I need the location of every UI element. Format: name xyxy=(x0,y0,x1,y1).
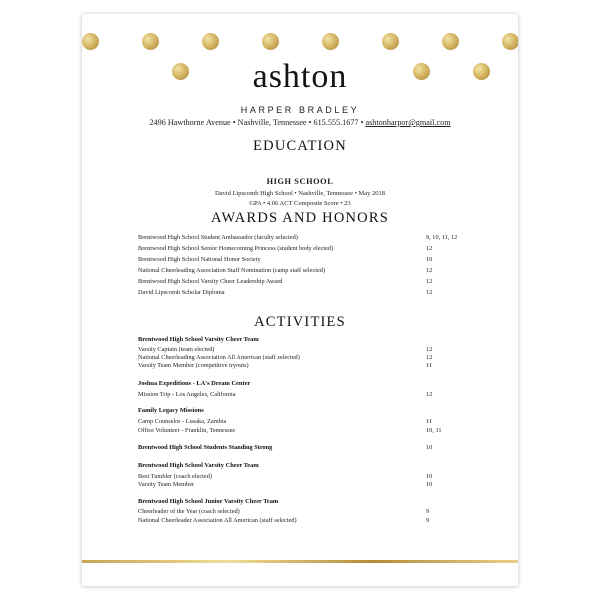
activity-row xyxy=(138,427,468,437)
activity-row xyxy=(138,444,468,454)
activity-grades: 9 xyxy=(426,508,430,515)
activity-grades: 10 xyxy=(426,473,433,480)
award-row xyxy=(138,289,468,299)
award-grades: 12 xyxy=(426,267,433,274)
award-row xyxy=(138,245,468,255)
activity-group-title: Joshua Expeditions - LA's Dream Center xyxy=(138,380,251,387)
activity-grades: 9 xyxy=(426,517,430,524)
activity-row xyxy=(138,481,468,491)
activity-grades: 12 xyxy=(426,391,433,398)
activity-grades: 10 xyxy=(426,444,433,451)
award-row xyxy=(138,234,468,244)
gold-dot xyxy=(262,33,279,50)
activity-group-title: Brentwood High School Students Standing Strong xyxy=(138,444,273,451)
education-title: EDUCATION xyxy=(253,138,347,154)
gold-dot xyxy=(502,33,518,50)
activity-grades: 10 xyxy=(426,481,433,488)
activity-group-title: Brentwood High School Varsity Cheer Team xyxy=(138,336,259,343)
education-subtitle: HIGH SCHOOL xyxy=(266,177,334,186)
activity-grades: 12 xyxy=(426,354,433,361)
activity-text: Office Volunteer - Franklin, Tennessee xyxy=(138,427,236,434)
activity-text: Varsity Team Member xyxy=(138,481,195,488)
activity-grades: 12 xyxy=(426,346,433,353)
activity-text: Best Tumbler (coach elected) xyxy=(138,473,212,480)
award-row xyxy=(138,256,468,266)
sub-name: HARPER BRADLEY xyxy=(240,105,360,115)
award-grades: 12 xyxy=(426,278,433,285)
separator: • xyxy=(308,118,312,127)
award-grades: 12 xyxy=(426,245,433,252)
activity-text: Camp Counselor - Lusaka, Zambia xyxy=(138,418,227,425)
gold-dot xyxy=(142,33,159,50)
separator: • xyxy=(360,118,364,127)
activity-row xyxy=(138,391,468,401)
award-grades: 10 xyxy=(426,256,433,263)
activity-text: Varsity Captain (team elected) xyxy=(138,346,215,353)
award-text: Brentwood High School National Honor Society xyxy=(138,256,261,263)
first-name: ashton xyxy=(252,58,348,95)
award-row xyxy=(138,267,468,277)
activity-row xyxy=(138,362,468,372)
award-text: National Cheerleading Association Staff Nomination (camp staff selected) xyxy=(138,267,326,274)
contact-line xyxy=(82,118,518,127)
activity-text: National Cheerleader Association All American (staff selected) xyxy=(138,517,297,524)
education-stats-line: GPA • 4.06 ACT Composite Score • 23 xyxy=(249,200,351,207)
award-row xyxy=(138,278,468,288)
activities-title: ACTIVITIES xyxy=(254,314,346,330)
gold-dot xyxy=(382,33,399,50)
award-text: Brentwood High School Senior Homecoming Princess (student body elected) xyxy=(138,245,334,252)
activity-group-title: Brentwood High School Varsity Cheer Team xyxy=(138,462,259,469)
activity-grades: 11 xyxy=(426,418,433,425)
gold-divider xyxy=(82,560,518,563)
email-link[interactable]: ashtonharpor@gmail.com xyxy=(365,118,451,127)
activity-text: Varsity Team Member (competitive tryouts) xyxy=(138,362,249,369)
city: Nashville, Tennessee xyxy=(237,118,307,127)
activity-row xyxy=(138,517,468,527)
awards-title: AWARDS AND HONORS xyxy=(211,210,389,226)
activity-text: National Cheerleading Association All American (staff selected) xyxy=(138,354,300,361)
gold-dot xyxy=(202,33,219,50)
award-text: David Lipscomb Scholar Diploma xyxy=(138,289,225,296)
separator: • xyxy=(232,118,236,127)
gold-dot xyxy=(82,33,99,50)
education-school-line: David Lipscomb High School • Nashville, Tennessee • May 2018 xyxy=(214,190,386,197)
activity-text: Mission Trip - Los Angeles, California xyxy=(138,391,236,398)
award-grades: 9, 10, 11, 12 xyxy=(426,234,458,241)
gold-dot xyxy=(322,33,339,50)
award-text: Brentwood High School Varsity Cheer Leadership Award xyxy=(138,278,283,285)
resume-page xyxy=(82,14,518,586)
award-grades: 12 xyxy=(426,289,433,296)
gold-dot xyxy=(442,33,459,50)
activity-text: Cheerleader of the Year (coach selected) xyxy=(138,508,240,515)
award-text: Brentwood High School Student Ambassador (faculty selected) xyxy=(138,234,298,241)
activity-group-title: Family Legacy Missions xyxy=(138,407,204,414)
activity-grades: 11 xyxy=(426,362,433,369)
activity-grades: 10, 11 xyxy=(426,427,442,434)
phone: 615.555.1677 xyxy=(313,118,359,127)
activity-group-title: Brentwood High School Junior Varsity Cheer Team xyxy=(138,498,279,505)
address: 2496 Hawthorne Avenue xyxy=(149,118,231,127)
